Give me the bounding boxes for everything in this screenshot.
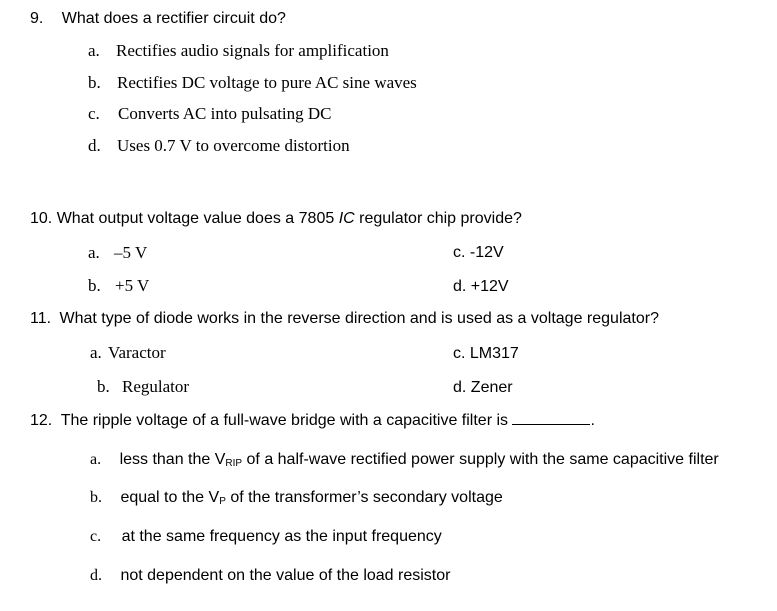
question-12 — [30, 410, 595, 431]
option-text: d. Zener — [453, 379, 513, 396]
option-10d — [453, 277, 509, 297]
option-text-post: of a half-wave rectified power supply with the same capacitive filter — [242, 451, 719, 468]
question-number: 11. — [30, 310, 52, 327]
option-text: c. LM317 — [453, 345, 519, 362]
option-letter: c. — [88, 104, 100, 123]
option-text: d. +12V — [453, 278, 509, 295]
option-10a — [88, 243, 147, 263]
question-text-end: regulator chip provide? — [354, 210, 522, 227]
option-letter: a. — [90, 343, 102, 362]
option-11c — [453, 344, 519, 364]
subscript: RIP — [225, 458, 243, 469]
option-letter: c. — [90, 528, 102, 545]
option-letter: a. — [90, 451, 102, 468]
option-letter: a. — [88, 41, 100, 60]
question-text: What output voltage value does a 7805 — [56, 210, 339, 227]
option-text: Rectifies DC voltage to pure AC sine waves — [117, 73, 417, 92]
option-9c — [88, 104, 332, 124]
option-12c — [90, 527, 442, 547]
question-end-punct: . — [590, 412, 595, 429]
option-text-pre: less than the V — [119, 451, 226, 468]
option-letter: b. — [88, 73, 101, 92]
option-11a — [90, 343, 166, 363]
option-text: not dependent on the value of the load resistor — [120, 567, 451, 584]
option-text: Rectifies audio signals for amplification — [116, 41, 389, 60]
option-text: Regulator — [122, 377, 190, 396]
option-letter: b. — [90, 489, 102, 506]
question-text-italic: IC — [338, 210, 355, 227]
question-10 — [30, 209, 522, 229]
option-11b — [97, 377, 189, 397]
subscript: P — [219, 496, 226, 507]
option-text-post: of the transformer’s secondary voltage — [225, 489, 503, 506]
question-text: What does a rectifier circuit do? — [61, 10, 286, 27]
option-10c — [453, 243, 504, 263]
option-letter: a. — [88, 243, 100, 262]
option-text: Converts AC into pulsating DC — [118, 104, 332, 123]
option-text: at the same frequency as the input frequency — [121, 528, 442, 545]
option-text: –5 V — [114, 243, 148, 262]
option-12d — [90, 566, 450, 586]
option-text — [120, 489, 502, 506]
question-number: 10. — [30, 210, 53, 227]
option-9d — [88, 136, 350, 156]
answer-blank — [512, 410, 590, 425]
option-9a — [88, 41, 389, 61]
option-9b — [88, 73, 417, 93]
option-letter: b. — [88, 276, 101, 295]
option-text: Uses 0.7 V to overcome distortion — [117, 136, 350, 155]
option-text: +5 V — [115, 276, 150, 295]
question-number: 12. — [30, 412, 53, 429]
option-letter: d. — [88, 136, 101, 155]
question-text: What type of diode works in the reverse direction and is used as a voltage regulator? — [59, 310, 659, 327]
option-text: c. -12V — [453, 244, 504, 261]
question-9 — [30, 9, 286, 29]
option-12a — [90, 450, 719, 472]
option-11d — [453, 378, 513, 398]
option-text — [120, 451, 719, 468]
option-text: Varactor — [108, 343, 166, 362]
option-text-pre: equal to the V — [120, 489, 220, 506]
question-text: The ripple voltage of a full-wave bridge with a capacitive filter is — [60, 412, 509, 429]
option-12b — [90, 488, 503, 510]
option-letter: d. — [90, 567, 102, 584]
question-11 — [30, 309, 659, 329]
option-letter: b. — [97, 377, 110, 396]
question-number: 9. — [30, 10, 44, 27]
option-10b — [88, 276, 149, 296]
